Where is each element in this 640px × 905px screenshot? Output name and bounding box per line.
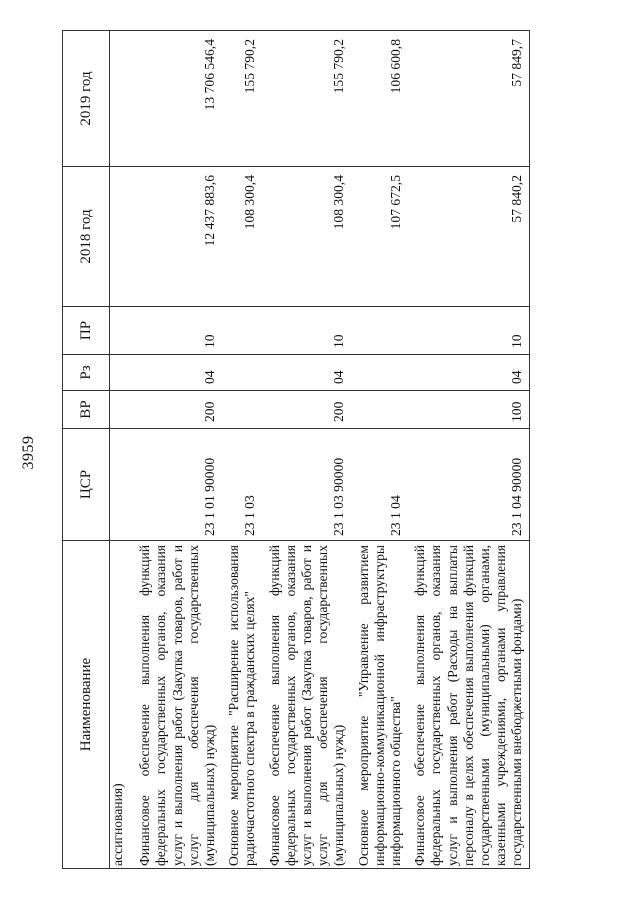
row-rz: 04 <box>407 355 529 391</box>
row-vr: 200 <box>132 391 221 429</box>
row-2019: 155 790,2 <box>221 31 261 167</box>
row-2019: 155 790,2 <box>262 31 351 167</box>
row-rz: 04 <box>132 355 221 391</box>
row-rz <box>110 355 133 391</box>
row-pr: 10 <box>407 307 529 355</box>
row-vr <box>221 391 261 429</box>
row-2019: 57 849,7 <box>407 31 529 167</box>
column-header-csr: ЦСР <box>63 429 110 541</box>
table-header-row <box>63 31 110 869</box>
row-rz <box>221 355 261 391</box>
row-2019: 106 600,8 <box>351 31 408 167</box>
row-csr: 23 1 03 <box>221 429 261 541</box>
row-name: Основное мероприятие "Управление развитием информационно-коммуникационной инфраструктуры информационного общества" <box>351 541 408 869</box>
row-csr: 23 1 03 90000 <box>262 429 351 541</box>
budget-table <box>62 30 530 869</box>
row-pr: 10 <box>262 307 351 355</box>
column-header-2019: 2019 год <box>63 31 110 167</box>
row-name: ассигнования) <box>110 541 133 869</box>
row-2018: 107 672,5 <box>351 167 408 307</box>
row-2019: 13 706 546,4 <box>132 31 221 167</box>
row-csr: 23 1 04 90000 <box>407 429 529 541</box>
column-header-2018: 2018 год <box>63 167 110 307</box>
table-row <box>262 31 351 869</box>
row-vr <box>110 391 133 429</box>
row-2018: 57 840,2 <box>407 167 529 307</box>
row-csr: 23 1 04 <box>351 429 408 541</box>
row-vr <box>351 391 408 429</box>
column-header-pr: ПР <box>63 307 110 355</box>
row-name: Финансовое обеспечение выполнения функций федеральных государственных органов, оказания услуг и выполнения работ (Закупка товаров, работ и услуг для обеспечения государственных (муниципальных) нужд) <box>262 541 351 869</box>
row-2018: 108 300,4 <box>221 167 261 307</box>
row-pr <box>221 307 261 355</box>
row-pr: 10 <box>132 307 221 355</box>
table-row <box>351 31 408 869</box>
table-row <box>221 31 261 869</box>
row-vr: 200 <box>262 391 351 429</box>
row-2018 <box>110 167 133 307</box>
column-header-name: Наименование <box>63 541 110 869</box>
row-2018: 108 300,4 <box>262 167 351 307</box>
page-number: 3959 <box>20 435 37 470</box>
row-vr: 100 <box>407 391 529 429</box>
row-csr <box>110 429 133 541</box>
row-pr <box>351 307 408 355</box>
column-header-rz: Рз <box>63 355 110 391</box>
row-rz <box>351 355 408 391</box>
row-pr <box>110 307 133 355</box>
row-rz: 04 <box>262 355 351 391</box>
row-name: Основное мероприятие "Расширение использования радиочастотного спектра в гражданских целях" <box>221 541 261 869</box>
table-row <box>132 31 221 869</box>
table-row <box>407 31 529 869</box>
row-csr: 23 1 01 90000 <box>132 429 221 541</box>
row-2018: 12 437 883,6 <box>132 167 221 307</box>
row-name: Финансовое обеспечение выполнения функций федеральных государственных органов, оказания услуг и выполнения работ (Закупка товаров, работ и услуг для обеспечения государственных (муниципальных) нужд) <box>132 541 221 869</box>
row-2019 <box>110 31 133 167</box>
table-row <box>110 31 133 869</box>
row-name: Финансовое обеспечение выполнения функций федеральных государственных органов, оказания услуг и выполнения работ (Расходы на выплаты персоналу в целях обеспечения выполнения функций государственными (муниципальными) органами, казенными учреждениями, органами управления государственными внебюджетными фондами) <box>407 541 529 869</box>
column-header-vr: ВР <box>63 391 110 429</box>
